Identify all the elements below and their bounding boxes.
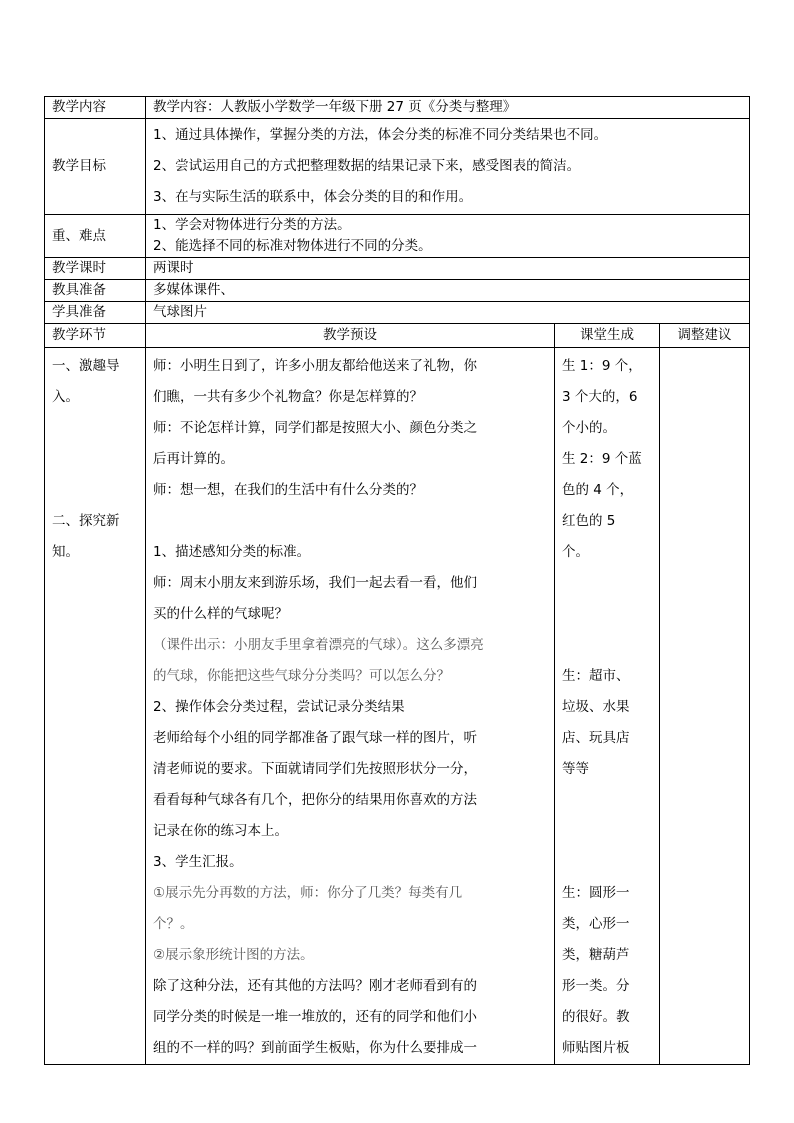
plan-line: 1、描述感知分类的标准。 — [153, 544, 311, 560]
plan-line: 记录在你的练习本上。 — [153, 823, 288, 839]
plan-line: 的气球，你能把这些气球分分类吗？可以怎么分？ — [153, 668, 450, 684]
label-teacher-tools: 教具准备 — [45, 280, 146, 302]
plan-line: 师：周末小朋友来到游乐场，我们一起去看一看，他们 — [153, 575, 477, 591]
generation-line: 生：超市、 — [562, 668, 630, 684]
col-header-generation: 课堂生成 — [555, 324, 660, 348]
plan-line: 2、操作体会分类过程，尝试记录分类结果 — [153, 699, 405, 715]
generation-line: 的很好。教 — [562, 1009, 630, 1025]
plan-line: 个？。 — [153, 916, 194, 932]
generation-line: 形一类。分 — [562, 978, 630, 994]
label-content: 教学内容 — [45, 97, 146, 119]
generation-line: 生 2：9 个蓝 — [562, 451, 642, 467]
col-header-plan: 教学预设 — [146, 324, 555, 348]
value-content: 教学内容：人教版小学数学一年级下册 27 页《分类与整理》 — [146, 97, 750, 119]
generation-line: 类，糖葫芦 — [562, 947, 630, 963]
value-teacher-tools: 多媒体课件、 — [146, 280, 750, 302]
generation-line: 生：圆形一 — [562, 885, 630, 901]
row-column-headers — [45, 324, 750, 348]
stage-2-line: 知。 — [52, 544, 79, 560]
generation-line: 店、玩具店 — [562, 730, 630, 746]
row-key-points — [45, 215, 750, 258]
plan-line: ①展示先分再数的方法，师：你分了几类？每类有几 — [153, 885, 463, 901]
plan-line: 师：小明生日到了，许多小朋友都给他送来了礼物，你 — [153, 358, 477, 374]
key-point-item: 1、学会对物体进行分类的方法。 — [153, 217, 351, 233]
label-student-tools: 学具准备 — [45, 302, 146, 324]
objective-item: 2、尝试运用自己的方式把整理数据的结果记录下来，感受图表的简洁。 — [153, 158, 581, 174]
plan-line: 除了这种分法，还有其他的方法吗？刚才老师看到有的 — [153, 978, 477, 994]
plan-line — [153, 506, 547, 537]
label-hours: 教学课时 — [45, 258, 146, 280]
plan-line: 后再计算的。 — [153, 451, 234, 467]
stage-2-line: 二、探究新 — [52, 513, 120, 529]
objective-item: 3、在与实际生活的联系中，体会分类的目的和作用。 — [153, 189, 473, 205]
stage-1-line: 一、激趣导 — [52, 358, 120, 374]
plan-line: ②展示象形统计图的方法。 — [153, 947, 314, 963]
lesson-plan-table — [44, 96, 750, 1065]
label-key-points: 重、难点 — [45, 215, 146, 258]
generation-line — [562, 847, 652, 878]
generation-line: 个小的。 — [562, 420, 616, 436]
plan-column — [146, 348, 555, 1065]
generation-line: 师贴图片板 — [562, 1040, 630, 1056]
generation-line — [562, 785, 652, 816]
generation-line: 等等 — [562, 761, 589, 777]
value-key-points — [146, 215, 750, 258]
plan-line: 3、学生汇报。 — [153, 854, 243, 870]
value-hours: 两课时 — [146, 258, 750, 280]
plan-line: 师：想一想，在我们的生活中有什么分类的？ — [153, 482, 423, 498]
generation-line: 3 个大的，6 — [562, 389, 638, 405]
plan-line: 看看每种气球各有几个，把你分的结果用你喜欢的方法 — [153, 792, 477, 808]
generation-line: 红色的 5 — [562, 513, 616, 529]
row-student-tools — [45, 302, 750, 324]
plan-line: 同学分类的时候是一堆一堆放的，还有的同学和他们小 — [153, 1009, 477, 1025]
generation-line: 类，心形一 — [562, 916, 630, 932]
generation-line: 垃圾、水果 — [562, 699, 630, 715]
col-header-stage: 教学环节 — [45, 324, 146, 348]
generation-column — [555, 348, 660, 1065]
plan-line: 师：不论怎样计算，同学们都是按照大小、颜色分类之 — [153, 420, 477, 436]
value-objectives — [146, 119, 750, 215]
generation-line — [562, 568, 652, 599]
lesson-plan-page — [44, 96, 749, 1065]
row-teacher-tools — [45, 280, 750, 302]
stage-column — [45, 348, 146, 1065]
objective-item: 1、通过具体操作，掌握分类的方法，体会分类的标准不同分类结果也不同。 — [153, 127, 608, 143]
row-hours — [45, 258, 750, 280]
row-objectives — [45, 119, 750, 215]
plan-line: （课件出示：小朋友手里拿着漂亮的气球）。这么多漂亮 — [153, 637, 484, 653]
col-header-adjust: 调整建议 — [660, 324, 750, 348]
row-body — [45, 348, 750, 1065]
generation-line — [562, 599, 652, 630]
stage-1-line: 入。 — [52, 389, 79, 405]
plan-line: 买的什么样的气球呢？ — [153, 606, 288, 622]
generation-line: 生 1：9 个， — [562, 358, 642, 374]
plan-line: 清老师说的要求。下面就请同学们先按照形状分一分， — [153, 761, 477, 777]
plan-line: 老师给每个小组的同学都准备了跟气球一样的图片，听 — [153, 730, 477, 746]
label-objectives: 教学目标 — [45, 119, 146, 215]
plan-line: 们瞧，一共有多少个礼物盒？你是怎样算的？ — [153, 389, 423, 405]
generation-line — [562, 630, 652, 661]
row-content — [45, 97, 750, 119]
adjust-column — [660, 348, 750, 1065]
generation-line — [562, 816, 652, 847]
value-student-tools: 气球图片 — [146, 302, 750, 324]
key-point-item: 2、能选择不同的标准对物体进行不同的分类。 — [153, 238, 432, 254]
plan-line: 组的不一样的吗？到前面学生板贴，你为什么要排成一 — [153, 1040, 477, 1056]
generation-line: 个。 — [562, 544, 589, 560]
generation-line: 色的 4 个， — [562, 482, 634, 498]
